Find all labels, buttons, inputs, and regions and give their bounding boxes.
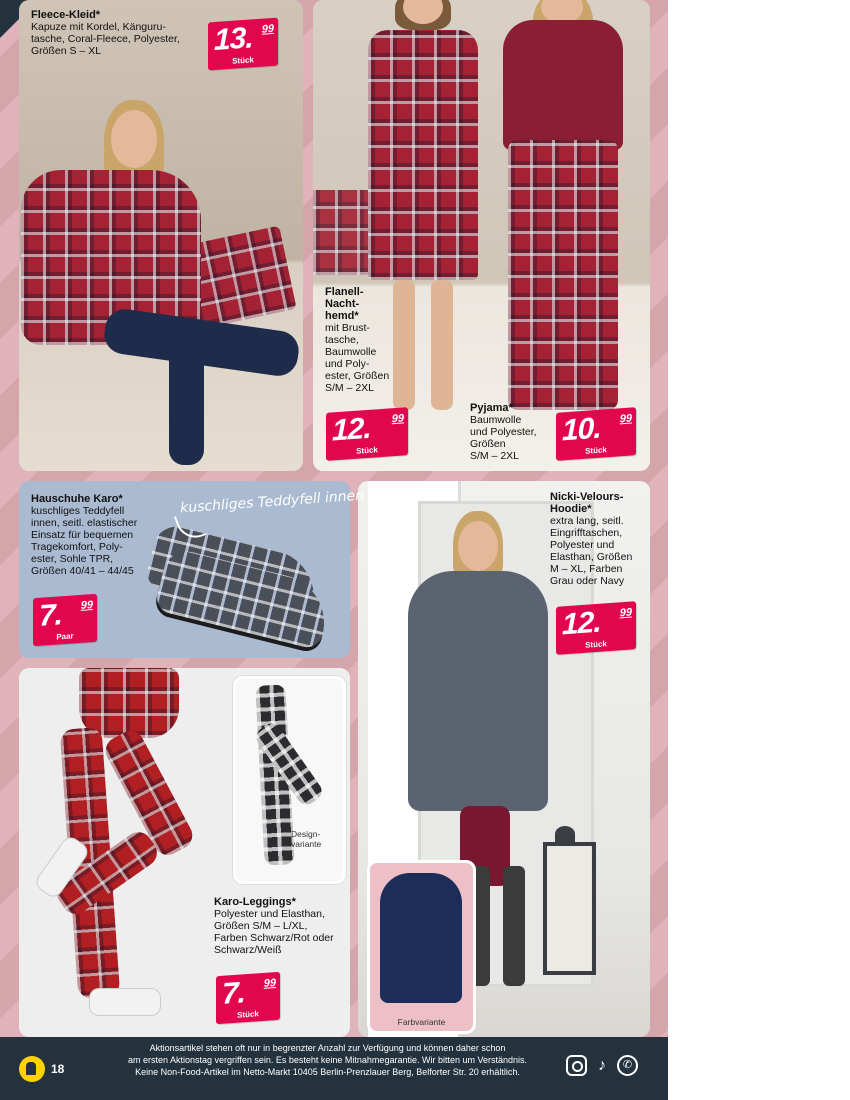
disclaimer-line-2: am ersten Aktionstag vergriffen sein. Es besteht keine Mitnahmegarantie. Wir bitten um Verständnis. bbox=[127, 1055, 528, 1065]
slippers-desc-2: innen, seitl. elastischer bbox=[31, 517, 138, 529]
price-unit: Stück bbox=[585, 445, 607, 456]
navy-hoodie-image bbox=[380, 873, 462, 1003]
footer-disclaimer bbox=[95, 1042, 560, 1078]
nightwear-panel bbox=[313, 0, 650, 471]
flannel-title-2: Nacht- bbox=[325, 298, 360, 310]
fleece-dress-panel bbox=[19, 0, 303, 471]
navy-variant-label: Farbvariante bbox=[397, 1017, 446, 1027]
hoodie-desc-1: extra lang, seitl. bbox=[550, 515, 624, 527]
fleece-dress-desc-3: Größen S – XL bbox=[31, 45, 102, 57]
leggings-desc-1: Polyester und Elasthan, bbox=[214, 908, 325, 920]
hoodie-title-1: Nicki-Velours- bbox=[550, 491, 624, 503]
footer-bar bbox=[0, 1037, 668, 1100]
price-cents: 99 bbox=[80, 599, 93, 612]
velour-hoodie-price-tag bbox=[556, 601, 636, 655]
price-unit: Stück bbox=[356, 445, 378, 456]
leggings-desc-4: Schwarz/Weiß bbox=[214, 944, 282, 956]
price-main: 7. bbox=[222, 976, 246, 1011]
hoodie-desc-5: M – XL, Farben bbox=[550, 563, 623, 575]
price-cents: 99 bbox=[391, 412, 404, 426]
netto-logo-icon bbox=[19, 1056, 45, 1082]
price-main: 7. bbox=[39, 598, 63, 633]
leggings-desc-2: Größen S/M – L/XL, bbox=[214, 920, 308, 932]
pyjama-price-tag bbox=[556, 407, 636, 461]
flannel-desc-3: Baumwolle bbox=[325, 346, 377, 358]
slippers-desc-1: kuschliges Teddyfell bbox=[31, 505, 125, 517]
navy-color-variant-box bbox=[367, 860, 476, 1034]
pyjama-desc-3: Größen bbox=[470, 438, 506, 450]
price-main: 10. bbox=[562, 411, 601, 448]
pyjama-text bbox=[470, 402, 550, 462]
leggings-desc-3: Farben Schwarz/Rot oder bbox=[214, 932, 334, 944]
slippers-desc-3: Einsatz für bequemen bbox=[31, 529, 134, 541]
price-unit: Paar bbox=[56, 631, 74, 642]
flannel-title-3: hemd* bbox=[325, 310, 359, 322]
teddy-fur-callout: kuschliges Teddyfell innen bbox=[179, 487, 365, 517]
fleece-dress-title: Fleece-Kleid* bbox=[31, 9, 101, 21]
hoodie-desc-4: Elasthan, Größen bbox=[550, 551, 633, 563]
design-variant-label bbox=[291, 829, 339, 849]
price-cents: 99 bbox=[261, 22, 274, 36]
price-cents: 99 bbox=[619, 412, 632, 426]
design-variant-label-1: Design- bbox=[291, 829, 321, 839]
red-leggings-model-image bbox=[29, 668, 219, 1037]
price-main: 12. bbox=[562, 605, 601, 642]
pyjama-desc-1: Baumwolle bbox=[470, 414, 522, 426]
hoodie-desc-3: Polyester und bbox=[550, 539, 615, 551]
hoodie-desc-6: Grau oder Navy bbox=[550, 575, 625, 587]
price-unit: Stück bbox=[237, 1009, 259, 1020]
flannel-desc-2: tasche, bbox=[325, 334, 359, 346]
slippers-desc-6: Größen 40/41 – 44/45 bbox=[31, 565, 134, 577]
disclaimer-line-1: Aktionsartikel stehen oft nur in begrenzter Anzahl zur Verfügung und können daher schon bbox=[149, 1043, 506, 1053]
page-number: 18 bbox=[51, 1062, 65, 1076]
leggings-price-tag bbox=[216, 972, 280, 1024]
slippers-desc-5: ester, Sohle TPR, bbox=[31, 553, 114, 565]
hoodie-desc-2: Eingrifftaschen, bbox=[550, 527, 623, 539]
instagram-icon[interactable] bbox=[566, 1055, 587, 1076]
whatsapp-icon[interactable]: ✆ bbox=[617, 1055, 638, 1076]
flannel-price-tag bbox=[326, 407, 408, 461]
slippers-text bbox=[31, 493, 161, 577]
price-unit: Stück bbox=[585, 639, 607, 650]
flannel-desc-1: mit Brust- bbox=[325, 322, 370, 334]
pyjama-title: Pyjama* bbox=[470, 402, 513, 414]
pyjama-desc-2: und Polyester, bbox=[470, 426, 537, 438]
velour-hoodie-text bbox=[550, 491, 650, 587]
lantern-image bbox=[538, 826, 593, 976]
price-cents: 99 bbox=[619, 606, 632, 620]
hoodie-title-2: Hoodie* bbox=[550, 503, 592, 515]
fleece-dress-text bbox=[31, 9, 196, 57]
flannel-desc-5: ester, Größen bbox=[325, 370, 390, 382]
fleece-dress-model-image bbox=[19, 95, 303, 471]
slippers-title: Hauschuhe Karo* bbox=[31, 493, 123, 505]
slippers-price-tag bbox=[33, 594, 97, 646]
fleece-dress-price-tag bbox=[208, 18, 278, 71]
design-variant-box bbox=[233, 676, 346, 884]
leggings-title: Karo-Leggings* bbox=[214, 896, 296, 908]
leggings-text bbox=[214, 896, 350, 956]
pyjama-desc-4: S/M – 2XL bbox=[470, 450, 520, 462]
price-cents: 99 bbox=[263, 977, 276, 990]
disclaimer-line-3: Keine Non-Food-Artikel im Netto-Markt 10405 Berlin-Prenzlauer Berg, Belforter Str. 20 erhältlich. bbox=[135, 1067, 520, 1077]
fleece-dress-desc-2: tasche, Coral-Fleece, Polyester, bbox=[31, 33, 180, 45]
flannel-nightshirt-text bbox=[325, 286, 395, 394]
tiktok-icon[interactable]: ♪ bbox=[598, 1057, 606, 1074]
price-unit: Stück bbox=[232, 55, 254, 66]
flannel-desc-4: und Poly- bbox=[325, 358, 370, 370]
price-main: 12. bbox=[332, 411, 371, 448]
pyjama-model-image bbox=[493, 0, 633, 420]
design-variant-label-2: variante bbox=[291, 839, 322, 849]
slippers-desc-4: Tragekomfort, Poly- bbox=[31, 541, 123, 553]
price-main: 13. bbox=[214, 21, 253, 58]
flannel-title-1: Flanell- bbox=[325, 286, 364, 298]
fleece-dress-desc-1: Kapuze mit Kordel, Känguru- bbox=[31, 21, 166, 33]
leggings-panel bbox=[19, 668, 350, 1037]
flannel-desc-6: S/M – 2XL bbox=[325, 382, 375, 394]
